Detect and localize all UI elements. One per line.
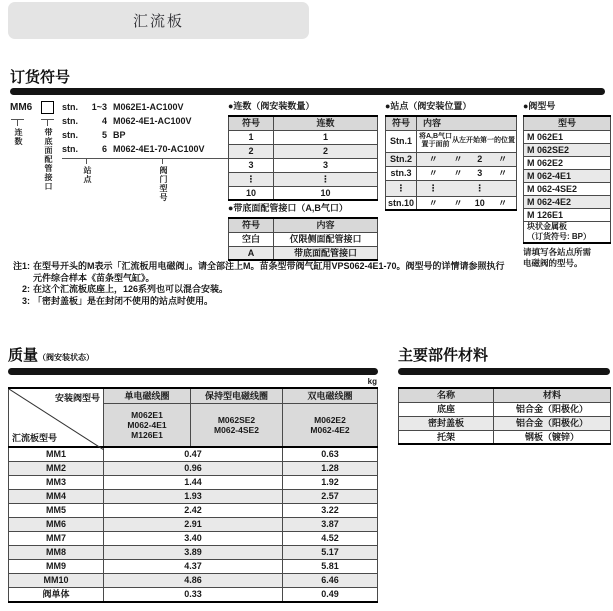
cell-value: 10	[274, 186, 378, 200]
note-text: 元件综合样本《苗条型气缸》。	[33, 272, 155, 283]
table-row	[524, 195, 611, 208]
weight-row	[9, 476, 378, 490]
bottom-port-table	[228, 217, 378, 261]
manifold-model: MM3	[9, 476, 104, 490]
weight-value: 3.87	[283, 518, 378, 532]
table-row	[524, 208, 611, 221]
table-row	[229, 232, 378, 246]
manifold-model: MM1	[9, 447, 104, 462]
manifold-model: MM7	[9, 532, 104, 546]
weight-row	[9, 560, 378, 574]
col-header-name: 名称	[399, 388, 494, 402]
note-3	[8, 296, 610, 308]
valve-model-text: M062-4E1-70-AC100V	[113, 144, 205, 154]
ditto-mark: 〃	[453, 168, 463, 178]
series-count-table	[228, 115, 378, 201]
table-row	[386, 196, 517, 210]
ditto-mark: 〃	[428, 168, 438, 178]
stn-number: 5	[101, 130, 107, 140]
cell-content	[417, 180, 517, 196]
col-header-content: 内容	[417, 116, 517, 130]
cell-value: ⋮	[274, 172, 378, 186]
ditto-row	[419, 167, 514, 179]
table-row	[524, 182, 611, 195]
ellipsis: ⋮	[428, 183, 438, 193]
code-line-4	[62, 144, 205, 154]
manifold-model: MM9	[9, 560, 104, 574]
table-row	[524, 143, 611, 156]
col-header-material: 材料	[494, 388, 611, 402]
part-material: 铝合金（阳极化）	[494, 402, 611, 416]
ellipsis: ⋮	[475, 183, 485, 193]
cell-symbol: Stn.2	[386, 152, 417, 166]
weight-value: 3.22	[283, 504, 378, 518]
col-header-double: 双电磁线圈	[283, 388, 378, 403]
table-row	[229, 172, 378, 186]
cell-content	[417, 130, 517, 152]
series-count-block	[228, 99, 378, 201]
model-cell: M 062-4E2	[524, 195, 611, 208]
table-row	[229, 130, 378, 144]
table-row	[386, 180, 517, 196]
materials-divider-bar	[398, 368, 610, 375]
connector-line	[47, 119, 48, 126]
table-row	[386, 166, 517, 180]
cell-symbol: Stn.1	[386, 130, 417, 152]
stn-text: stn.	[62, 144, 79, 154]
underline	[62, 158, 234, 159]
note-line: 将A,B气口	[419, 133, 453, 140]
cell-content	[417, 166, 517, 180]
models-latching	[191, 403, 283, 447]
weight-value: 2.42	[104, 504, 283, 518]
model-table-heading: ●阀型号	[523, 101, 556, 111]
port-table-heading: ●带底面配管接口（A,B气口）	[228, 203, 348, 213]
cell-content: 带底面配管接口	[274, 246, 378, 260]
valve-model-text: M062-4E1-AC100V	[113, 116, 192, 126]
weight-value: 3.89	[104, 546, 283, 560]
model-cell: M 062-4E1	[524, 169, 611, 182]
valve-model-text: M062E1-AC100V	[113, 102, 184, 112]
materials-table	[398, 387, 611, 445]
col-header-single: 单电磁线圈	[104, 388, 191, 403]
weight-value: 3.40	[104, 532, 283, 546]
table-row	[229, 246, 378, 260]
col-header-value: 连数	[274, 116, 378, 130]
model-cell: M 126E1	[524, 208, 611, 221]
stn-number: 6	[101, 144, 107, 154]
label-valve-model: 阀门型号	[159, 166, 168, 202]
cell-value: 3	[274, 158, 378, 172]
weight-value: 0.96	[104, 462, 283, 476]
label-bottom-piping-port: 带底面配管接口	[44, 128, 53, 191]
col-header-symbol: 符号	[229, 116, 274, 130]
material-row	[399, 430, 611, 444]
weight-heading-suffix: （阀安装状态）	[38, 353, 95, 362]
model-cell: M 062-4SE2	[524, 182, 611, 195]
model-name: M126E1	[131, 429, 163, 440]
valve-model-table	[523, 115, 611, 244]
manifold-model: MM2	[9, 462, 104, 476]
weight-row	[9, 462, 378, 476]
col-header-symbol: 符号	[229, 218, 274, 232]
ditto-row	[419, 197, 514, 209]
cell-content: 仅限侧面配管接口	[274, 232, 378, 246]
table-row	[524, 169, 611, 182]
cell-symbol: 2	[229, 144, 274, 158]
valve-model-text: BP	[113, 130, 126, 140]
weight-value: 6.46	[283, 574, 378, 588]
weight-row	[9, 490, 378, 504]
part-name: 托架	[399, 430, 494, 444]
code-prefix: MM6	[10, 102, 33, 113]
ports-front-note	[419, 133, 452, 149]
note-label: 注1:	[12, 261, 30, 271]
weight-value: 2.57	[283, 490, 378, 504]
valve-model-block	[523, 99, 611, 244]
cell-symbol: 3	[229, 158, 274, 172]
material-row	[399, 416, 611, 430]
manifold-model: MM8	[9, 546, 104, 560]
model-name: M062-4SE2	[214, 424, 259, 435]
weight-value: 5.81	[283, 560, 378, 574]
page-title: 汇流板	[132, 13, 184, 30]
ditto-row	[419, 182, 514, 194]
blank-plate-code: （订货符号: BP）	[527, 231, 591, 241]
cell-symbol: 空白	[229, 232, 274, 246]
order-code-diagram	[10, 102, 225, 252]
weight-divider-bar	[8, 368, 378, 375]
cell-content	[417, 152, 517, 166]
connector-line	[86, 158, 87, 164]
weight-row	[9, 518, 378, 532]
corner-label-valve: 安装阀型号	[54, 393, 100, 403]
manifold-model: MM4	[9, 490, 104, 504]
weight-row	[9, 504, 378, 518]
page-title-box	[8, 2, 309, 39]
station-table-heading: ●站点（阀安装位置）	[385, 101, 472, 111]
blank-plate-cell	[524, 221, 611, 243]
stn-text: stn.	[62, 130, 79, 140]
connector-line	[162, 158, 163, 164]
position-note: 从左开始第一的位置	[452, 137, 516, 144]
note-text: 在型号开头的M表示「汇流板用电磁阀」。请全部注上M。苗条型带阀气缸用VPS062-4E1-70。阀型号的详情请参照执行	[33, 261, 505, 271]
cell-symbol: stn.3	[386, 166, 417, 180]
col-header-latching: 保持型电磁线圈	[191, 388, 283, 403]
weight-value: 1.28	[283, 462, 378, 476]
weight-row	[9, 588, 378, 603]
code-line-1	[62, 102, 184, 112]
bottom-port-block	[228, 201, 378, 261]
weight-table	[8, 387, 378, 603]
note-label: 2:	[21, 284, 30, 294]
cell-symbol: stn.10	[386, 196, 417, 210]
table-row	[229, 158, 378, 172]
label-series-count: 连数	[14, 128, 23, 146]
part-material: 钢板（镀锌）	[494, 430, 611, 444]
part-name: 底座	[399, 402, 494, 416]
corner-header-cell	[9, 388, 104, 447]
col-header-content: 内容	[274, 218, 378, 232]
models-double	[283, 403, 378, 447]
footnotes	[8, 261, 610, 307]
weight-value: 0.47	[104, 447, 283, 462]
weight-value: 1.92	[283, 476, 378, 490]
table-row	[229, 144, 378, 158]
cell-symbol: 1	[229, 130, 274, 144]
connector-line	[17, 119, 18, 126]
station-content	[419, 133, 514, 149]
stn-number: 1~3	[91, 102, 107, 112]
weight-table-block	[8, 387, 378, 603]
weight-value: 4.52	[283, 532, 378, 546]
model-name: M062E2	[314, 414, 346, 425]
model-cell: M 062SE2	[524, 143, 611, 156]
blank-plate-name: 块状金属板	[527, 221, 567, 231]
materials-heading: 主要部件材料	[398, 347, 489, 364]
models-single	[104, 403, 191, 447]
note-line: 置于面前	[421, 141, 450, 148]
note-text: 「密封盖板」是在封闭不使用的站点时使用。	[33, 295, 214, 306]
ordering-heading: 订货符号	[10, 69, 71, 86]
manifold-model: MM10	[9, 574, 104, 588]
weight-value: 2.91	[104, 518, 283, 532]
note-1-cont	[8, 273, 610, 285]
ditto-row	[419, 153, 514, 165]
series-table-heading: ●连数（阀安装数量）	[228, 101, 315, 111]
manifold-model: 阀单体	[9, 588, 104, 603]
note-1	[8, 261, 610, 273]
station-table	[385, 115, 517, 211]
note-line: 电磁阀的型号。	[523, 258, 583, 268]
weight-value: 0.63	[283, 447, 378, 462]
note-line: 请填写各站点所需	[523, 247, 592, 257]
weight-value: 0.33	[104, 588, 283, 603]
cell-value: 1	[274, 130, 378, 144]
stn-text: stn.	[62, 116, 79, 126]
note-2	[8, 284, 610, 296]
corner-label-manifold: 汇流板型号	[12, 433, 58, 443]
ordering-divider-bar	[10, 88, 605, 95]
cell-value: 2	[274, 144, 378, 158]
ditto-mark: 〃	[498, 154, 508, 164]
cell-symbol: 10	[229, 186, 274, 200]
weight-value: 1.93	[104, 490, 283, 504]
col-header-symbol: 符号	[386, 116, 417, 130]
note-text: 在这个汇流板底座上，126系列也可以混合安装。	[33, 284, 229, 294]
table-row	[386, 130, 517, 152]
weight-value: 5.17	[283, 546, 378, 560]
ditto-mark: 〃	[453, 154, 463, 164]
station-number: 3	[477, 168, 483, 178]
table-row	[524, 221, 611, 243]
ditto-mark: 〃	[428, 197, 438, 208]
cell-symbol: ⋮	[386, 180, 417, 196]
materials-table-block	[398, 387, 611, 445]
unit-label: kg	[367, 377, 377, 386]
ditto-mark: 〃	[453, 197, 463, 208]
manifold-model: MM6	[9, 518, 104, 532]
table-row	[524, 130, 611, 143]
code-line-3	[62, 130, 126, 140]
station-block	[385, 99, 517, 211]
model-cell: M 062E1	[524, 130, 611, 143]
weight-row	[9, 546, 378, 560]
weight-value: 1.44	[104, 476, 283, 490]
model-name: M062SE2	[217, 414, 256, 425]
weight-value: 4.37	[104, 560, 283, 574]
model-cell: M 062E2	[524, 156, 611, 169]
table-row	[386, 152, 517, 166]
weight-heading: 质量	[8, 347, 39, 364]
note-label-spacer	[8, 273, 30, 285]
cell-symbol: A	[229, 246, 274, 260]
note-label: 3:	[21, 295, 30, 306]
station-number: 10	[474, 197, 485, 208]
stn-text: stn.	[62, 102, 79, 112]
model-name: M062-4E1	[127, 419, 167, 430]
weight-value: 4.86	[104, 574, 283, 588]
weight-value: 0.49	[283, 588, 378, 603]
cell-content	[417, 196, 517, 210]
model-name: M062-4E2	[310, 424, 350, 435]
table-row	[524, 156, 611, 169]
ditto-mark: 〃	[428, 154, 438, 164]
model-name: M062E1	[131, 409, 163, 420]
part-name: 密封盖板	[399, 416, 494, 430]
material-row	[399, 402, 611, 416]
code-option-box	[41, 101, 54, 114]
weight-heading-row	[8, 344, 94, 365]
ditto-mark: 〃	[498, 168, 508, 178]
weight-row	[9, 574, 378, 588]
weight-row	[9, 532, 378, 546]
stn-number: 4	[101, 116, 107, 126]
cell-symbol: ⋮	[229, 172, 274, 186]
col-header-model: 型号	[524, 116, 611, 130]
manifold-model: MM5	[9, 504, 104, 518]
ditto-mark: 〃	[498, 197, 508, 208]
code-line-2	[62, 116, 192, 126]
station-number: 2	[477, 154, 483, 164]
part-material: 铝合金（阳极化）	[494, 416, 611, 430]
table-row	[229, 186, 378, 200]
label-station: 站点	[83, 166, 92, 184]
